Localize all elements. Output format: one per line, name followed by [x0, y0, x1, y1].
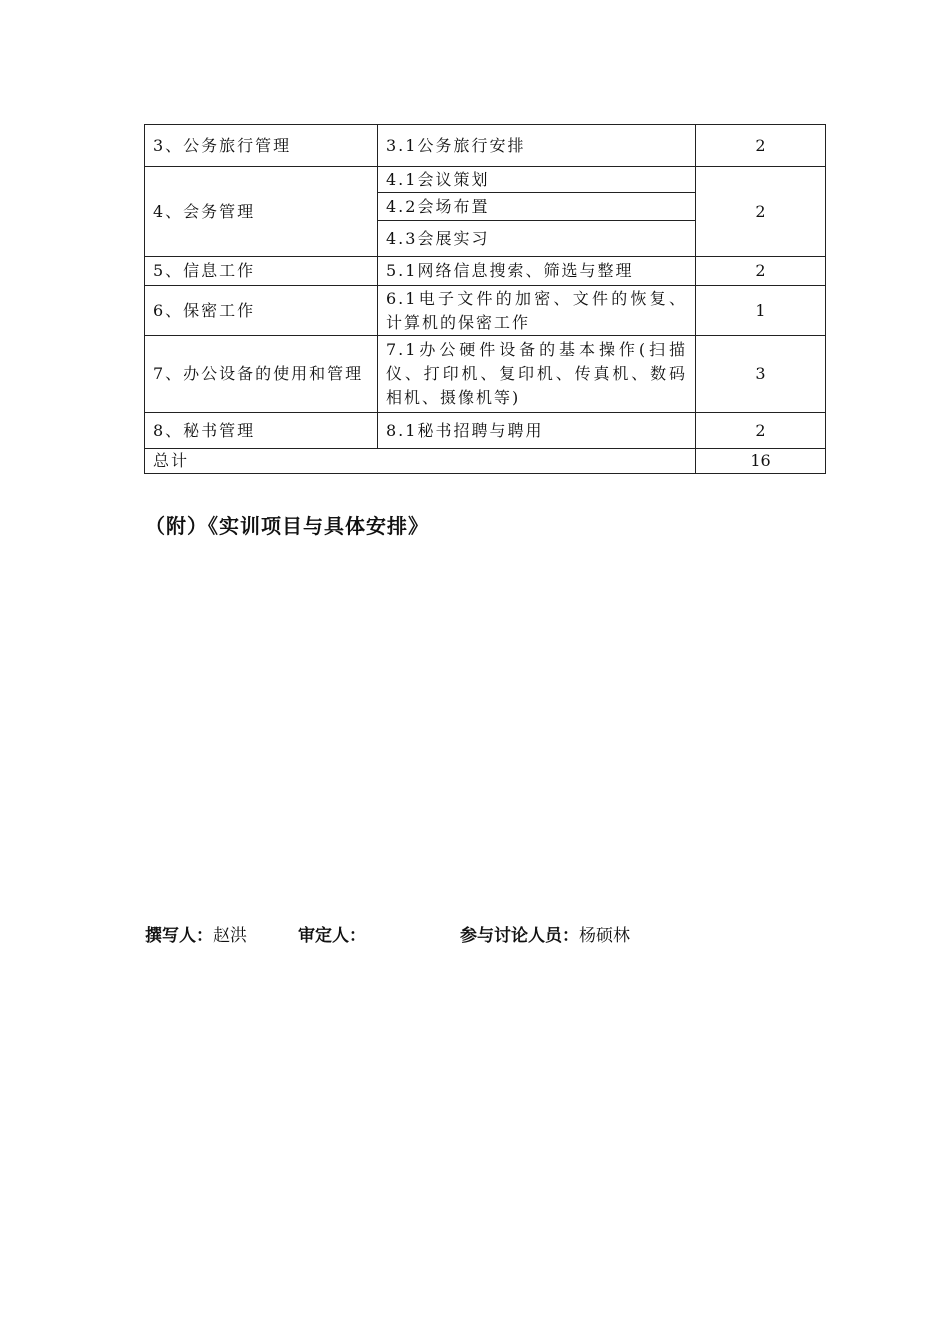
table-row	[145, 257, 826, 286]
module-cell: 6、保密工作	[145, 286, 378, 336]
participants-block	[460, 924, 630, 948]
participants-label: 参与讨论人员：	[460, 926, 579, 946]
module-cell: 8、秘书管理	[145, 413, 378, 449]
table-row	[145, 286, 826, 336]
table-row	[145, 125, 826, 167]
table-row	[145, 413, 826, 449]
item-cell: 3.1公务旅行安排	[378, 125, 696, 167]
item-cell: 4.3会展实习	[378, 221, 696, 257]
table-row	[145, 336, 826, 413]
module-cell: 7、办公设备的使用和管理	[145, 336, 378, 413]
total-row	[145, 449, 826, 474]
reviewer-label: 审定人：	[298, 926, 366, 946]
total-hours: 16	[696, 449, 826, 474]
reviewer-block	[298, 924, 366, 948]
hours-cell: 2	[696, 257, 826, 286]
module-cell: 4、会务管理	[145, 167, 378, 257]
table-row	[145, 167, 826, 193]
writer-name: 赵洪	[213, 926, 247, 946]
hours-cell: 1	[696, 286, 826, 336]
item-cell: 4.1会议策划	[378, 167, 696, 193]
hours-cell: 2	[696, 167, 826, 257]
item-cell: 7.1办公硬件设备的基本操作(扫描仪、打印机、复印机、传真机、数码相机、摄像机等)	[378, 336, 696, 413]
item-cell: 4.2会场布置	[378, 193, 696, 221]
schedule-table	[144, 124, 826, 474]
appendix-title: （附）《实训项目与具体安排》	[145, 514, 429, 538]
hours-cell: 3	[696, 336, 826, 413]
total-label: 总计	[145, 449, 696, 474]
writer-block	[145, 924, 247, 948]
participants-names: 杨硕林	[579, 926, 630, 946]
module-cell: 3、公务旅行管理	[145, 125, 378, 167]
item-cell: 8.1秘书招聘与聘用	[378, 413, 696, 449]
hours-cell: 2	[696, 413, 826, 449]
item-cell: 6.1电子文件的加密、文件的恢复、计算机的保密工作	[378, 286, 696, 336]
module-cell: 5、信息工作	[145, 257, 378, 286]
writer-label: 撰写人：	[145, 926, 213, 946]
hours-cell: 2	[696, 125, 826, 167]
item-cell: 5.1网络信息搜索、筛选与整理	[378, 257, 696, 286]
